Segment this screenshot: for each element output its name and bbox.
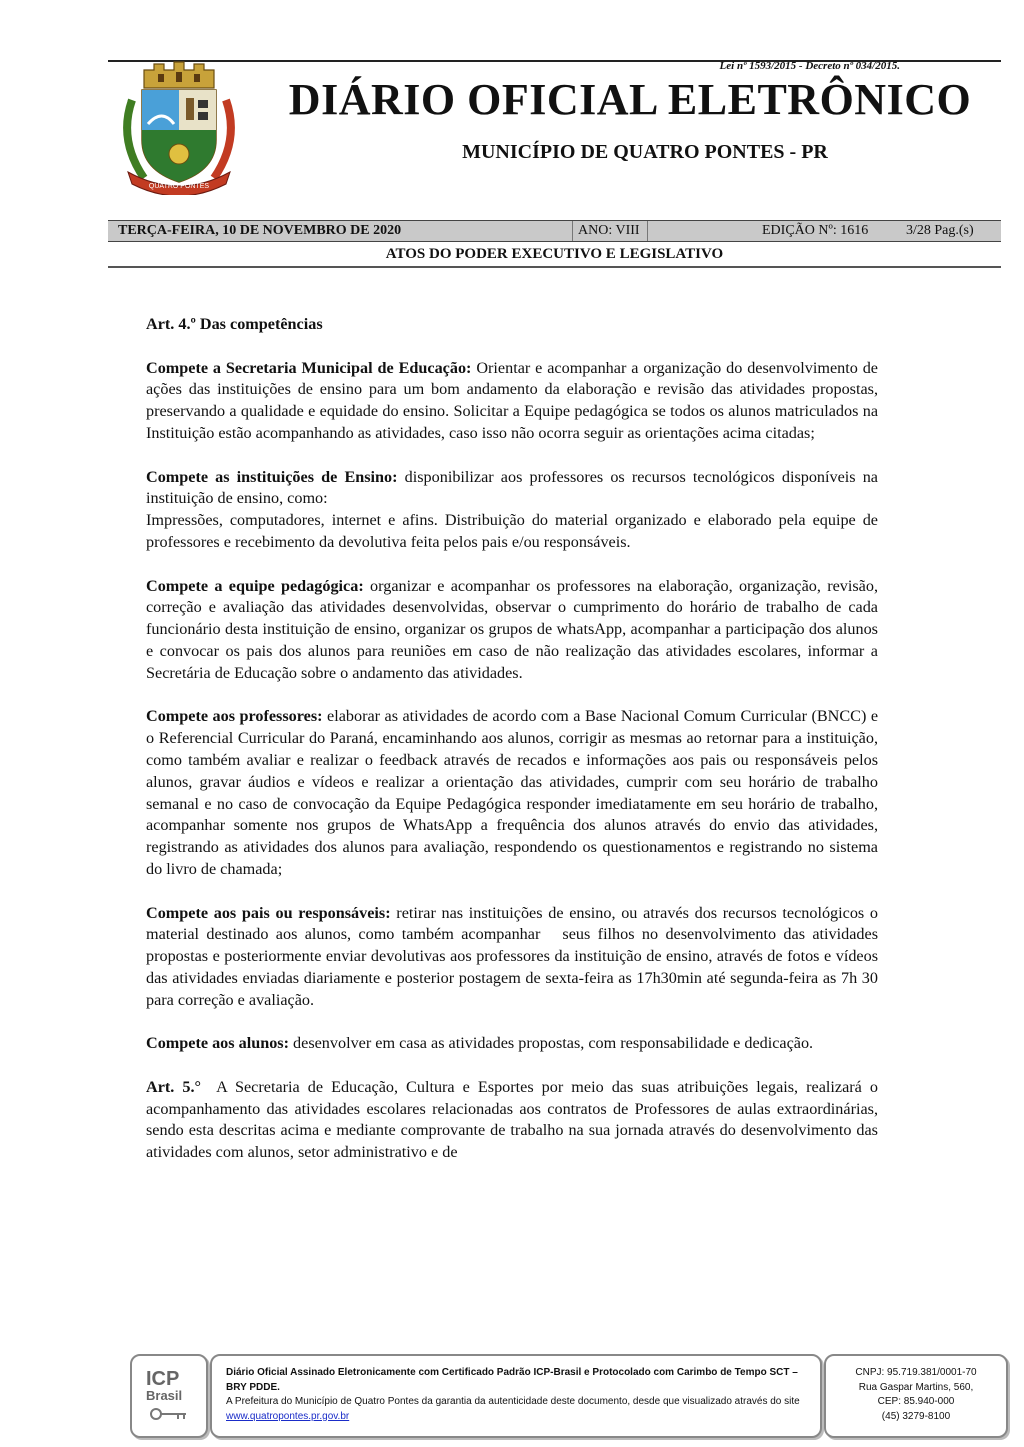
edition-info-bar [108, 220, 1001, 242]
municipal-crest-icon [114, 60, 244, 195]
paragraph-professores [146, 706, 878, 880]
municipality-subtitle: MUNICÍPIO DE QUATRO PONTES - PR [462, 141, 828, 163]
certification-line: Diário Oficial Assinado Eletronicamente com Certificado Padrão ICP-Brasil e Protocolado com Carimbo de Tempo SCT – BRY PDDE. [226, 1367, 798, 1393]
icp-logo-word: ICP [146, 1368, 180, 1390]
paragraph-lead: Compete aos pais ou responsáveis: [146, 903, 391, 922]
paragraph-text: elaborar as atividades de acordo com a Base Nacional Comum Curricular (BNCC) e o Referencial Curricular do Paraná, encaminhando aos alunos, corrigir as mesmas ao retornar para a instituição, como também avaliar e realizar o feedback através de recados e informações aos pais ou responsáveis pelos alunos, gravar áudios e vídeos e realizar a orientação das atividades, cumprir com seu horário de trabalho semanal e no caso de convocação da Equipe Pedagógica responder imediatamente em seu horário de trabalho, acompanhar somente nos grupos de WhatsApp a frequência dos alunos através do envio das atividades, registrando as atividades dos alunos para avaliação, respondendo os questionamentos e registrando no sistema do livro de chamada; [146, 707, 879, 878]
contact-box [824, 1354, 1008, 1438]
edition-number: EDIÇÃO Nº: 1616 [762, 223, 869, 238]
contact-info [826, 1366, 1006, 1424]
cnpj: CNPJ: 95.719.381/0001-70 [855, 1367, 977, 1378]
paragraph-equipe-pedagogica [146, 576, 878, 685]
paragraph-lead: Art. 5.° [146, 1077, 201, 1096]
paragraph-lead: Compete aos professores: [146, 707, 323, 726]
certification-notice [210, 1354, 822, 1438]
edition-date: TERÇA-FEIRA, 10 DE NOVEMBRO DE 2020 [118, 223, 402, 238]
paragraph-secretaria [146, 358, 878, 445]
site-link[interactable]: www.quatropontes.pr.gov.br [226, 1410, 350, 1422]
street-address: Rua Gaspar Martins, 560, [858, 1381, 974, 1393]
section-rule [108, 266, 1001, 268]
paragraph-pais [146, 903, 883, 1012]
paragraph-lead: Compete aos alunos: [146, 1034, 289, 1053]
page-counter: 3/28 Pag.(s) [906, 223, 974, 238]
paragraph-alunos [146, 1033, 878, 1055]
paragraph-art5 [146, 1077, 883, 1164]
icp-brasil-logo [130, 1354, 208, 1438]
document-body [146, 314, 883, 1186]
certification-text [226, 1366, 806, 1424]
crest-ribbon-text: QUATRO PONTES [148, 183, 210, 190]
paragraph-instituicoes [146, 467, 878, 511]
paragraph-text: retirar nas instituições de ensino, ou através dos recursos tecnológicos o material destinado aos alunos, como também acompanhar seus filhos no desenvolvimento das atividades propostas e posteriormente enviar devolutivas aos professores da instituição de ensino, através de fotos e vídeos das atividades enviadas diariamente e posterior postagem de sexta-feira as 17h30min até segunda-feira as 7h 30 para correção e avaliação. [146, 903, 883, 1009]
authenticity-line: A Prefeitura do Município de Quatro Pontes da garantia da autenticidade deste documento, desde que visualizado através do site [226, 1396, 800, 1407]
paragraph-lead: Compete as instituições de Ensino: [146, 467, 398, 486]
phone: (45) 3279-8100 [881, 1410, 951, 1422]
paragraph-text: disponibilizar aos professores os recursos tecnológicos disponíveis na instituição de ensino, como: [146, 467, 878, 508]
icp-logo-sub: Brasil [146, 1388, 183, 1403]
paragraph-text: organizar e acompanhar os professores na elaboração, organização, revisão, correção e avaliação das atividades desenvolvidas, observar o cumprimento do horário de trabalho de cada funcionário desta instituição de ensino, organizar os grupos de whatsApp, acompanhar a participação dos alunos e convocar os pais dos alunos para reuniões em caso de não realização das atividades escolares, informar a Secretária de Educação sobre o andamento das atividades. [146, 576, 879, 682]
icp-key-icon [150, 1406, 190, 1422]
footer [130, 1354, 1012, 1438]
article-heading: Art. 4.º Das competências [146, 315, 323, 333]
edition-year: ANO: VIII [578, 223, 640, 238]
paragraph-text: Orientar e acompanhar a organização do desenvolvimento de ações das instituições de ensino para um bom andamento da elaboração e revisão das atividades propostas, preservando a qualidade e equidade do ensino. Solicitar a Equipe pedagógica se todos os alunos matriculados na Instituição estão acompanhando as atividades, caso isso não ocorra seguir as orientações acima citadas; [146, 358, 878, 442]
law-reference: Lei nº 1593/2015 - Decreto nº 034/2015. [719, 60, 900, 72]
paragraph-lead: Compete a Secretaria Municipal de Educação: [146, 358, 472, 377]
cep: CEP: 85.940-000 [877, 1396, 955, 1407]
paragraph-instituicoes-cont: Impressões, computadores, internet e afins. Distribuição do material organizado e elaborado pela equipe de professores e recebimento da devolutiva feita pelos pais e/ou responsáveis. [146, 511, 878, 551]
paragraph-lead: Compete a equipe pedagógica: [146, 576, 364, 595]
section-title: ATOS DO PODER EXECUTIVO E LEGISLATIVO [385, 246, 724, 262]
paragraph-text: desenvolver em casa as atividades propostas, com responsabilidade e dedicação. [289, 1034, 814, 1053]
page-title: DIÁRIO OFICIAL ELETRÔNICO [288, 75, 972, 124]
paragraph-text: A Secretaria de Educação, Cultura e Esportes por meio das suas atribuições legais, realizará o acompanhamento das atividades escolares relacionadas aos contratos de Professores de aulas extraordinárias, sendo esta descritas acima e mediante comprovante de trabalho na sua jornada através do desenvolvimento das atividades com alunos, setor administrativo e de [146, 1077, 883, 1162]
